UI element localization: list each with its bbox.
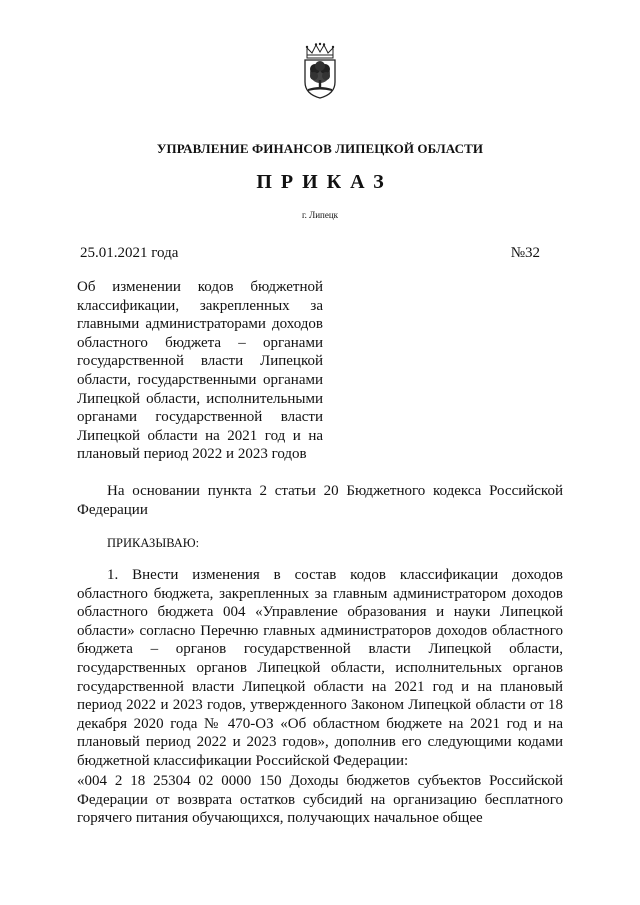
order-heading: ПРИКАЗЫВАЮ: [107,536,200,550]
document-number: №32 [510,245,540,261]
coat-of-arms-icon [299,42,341,100]
city-name: г. Липецк [301,210,339,220]
order-item-1: 1. Внести изменения в состав кодов классификации доходов областного бюджета, закрепленных за главным администратором доходов областного бюджета 004 «Управление образования и науки Липецкой области» согласно Перечню главных администраторов доходов областного бюджета – органов государственной власти Липецкой области, государственных органов Липецкой области, исполнительных органов государственной власти Липецкой области на 2021 год и на плановый период 2022 и 2023 годов, утвержденного Законом Липецкой области от 18 декабря 2020 года № 470-ОЗ «Об областном бюджете на 2021 год и на плановый период 2022 и 2023 годов», дополнив его следующими кодами бюджетной классификации Российской Федерации: [77,567,563,769]
basis-paragraph: На основании пункта 2 статьи 20 Бюджетного кодекса Российской Федерации [77,483,563,518]
document-subject: Об изменении кодов бюджетной классификации, закрепленных за главными администраторами доходов областного бюджета – органами государственной власти Липецкой области, государственными органами Липецкой области, исполнительными органами государственной власти Липецкой области на 2021 год и на плановый период 2022 и 2023 годов [77,279,323,463]
document-title: ПРИКАЗ [256,171,393,193]
document-date: 25.01.2021 года [80,245,179,261]
organization-name: УПРАВЛЕНИЕ ФИНАНСОВ ЛИПЕЦКОЙ ОБЛАСТИ [156,141,484,156]
budget-code-paragraph: «004 2 18 25304 02 0000 150 Доходы бюджетов субъектов Российской Федерации от возврата остатков субсидий на организацию бесплатного горячего питания обучающихся, получающих начальное общее [77,773,563,827]
